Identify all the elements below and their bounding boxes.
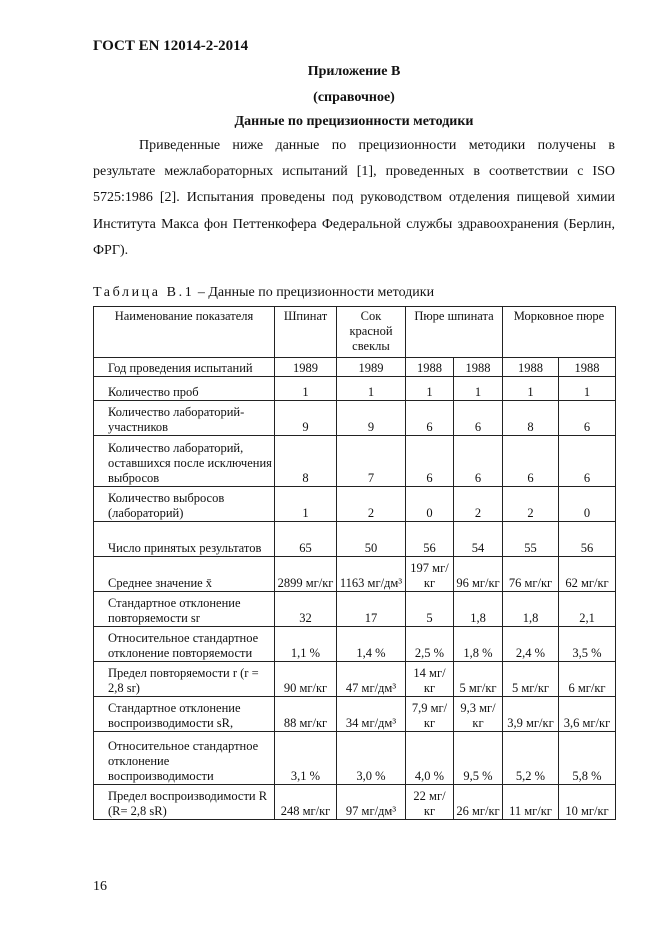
row-value: 1,8 %	[454, 627, 503, 662]
table-header-row	[94, 307, 616, 358]
row-value: 55	[503, 522, 559, 557]
precision-data-table	[93, 306, 616, 820]
row-value: 6	[406, 436, 454, 487]
row-value: 7,9 мг/кг	[406, 697, 454, 732]
row-value: 2	[454, 487, 503, 522]
row-value: 7	[337, 436, 406, 487]
row-value: 3,5 %	[559, 627, 616, 662]
row-value: 9	[275, 401, 337, 436]
row-value: 65	[275, 522, 337, 557]
row-value: 1	[337, 377, 406, 401]
row-value: 1988	[454, 358, 503, 377]
table-row	[94, 697, 616, 732]
table-row	[94, 732, 616, 785]
row-value: 5 мг/кг	[503, 662, 559, 697]
row-value: 1	[503, 377, 559, 401]
table-caption	[93, 285, 434, 301]
row-value: 9,5 %	[454, 732, 503, 785]
row-value: 6	[503, 436, 559, 487]
row-label: Количество лабораторий-участников	[94, 401, 275, 436]
row-value: 5 мг/кг	[454, 662, 503, 697]
table-row	[94, 592, 616, 627]
row-value: 1988	[559, 358, 616, 377]
intro-text: Приведенные ниже данные по прецизионности методики получены в результате межлабораторных испытаний [1], проведенных в соответствии с ISO 5725:1986 [2]. Испытания проведены под руководством отделения пищевой химии Института Макса фон Петтенкофера Федеральной службы здравоохранения (Берлин, ФРГ).	[93, 138, 615, 258]
row-value: 26 мг/кг	[454, 785, 503, 820]
row-label: Среднее значение x̄	[94, 557, 275, 592]
row-value: 1988	[406, 358, 454, 377]
page-number: 16	[93, 879, 107, 894]
row-value: 96 мг/кг	[454, 557, 503, 592]
row-value: 8	[503, 401, 559, 436]
row-value: 3,6 мг/кг	[559, 697, 616, 732]
table-row	[94, 487, 616, 522]
header-spinach-puree: Пюре шпината	[406, 307, 503, 358]
header-spinach: Шпинат	[275, 307, 337, 358]
row-label: Стандартное отклонение повторяемости sr	[94, 592, 275, 627]
row-value: 2,4 %	[503, 627, 559, 662]
intro-paragraph	[93, 133, 615, 264]
table-caption-label: Таблица В.1	[93, 285, 195, 300]
row-value: 2899 мг/кг	[275, 557, 337, 592]
row-value: 1	[275, 377, 337, 401]
row-value: 56	[406, 522, 454, 557]
appendix-subtitle: (справочное)	[313, 90, 395, 105]
table-row	[94, 662, 616, 697]
header-beet-juice: Сок красной свеклы	[337, 307, 406, 358]
row-value: 1163 мг/дм³	[337, 557, 406, 592]
row-value: 90 мг/кг	[275, 662, 337, 697]
table-row	[94, 785, 616, 820]
row-label: Количество лабораторий, оставшихся после исключения выбросов	[94, 436, 275, 487]
row-value: 76 мг/кг	[503, 557, 559, 592]
appendix-heading: Данные по прецизионности методики	[234, 114, 474, 129]
row-label: Число принятых результатов	[94, 522, 275, 557]
row-value: 10 мг/кг	[559, 785, 616, 820]
row-label: Количество выбросов (лабораторий)	[94, 487, 275, 522]
row-value: 1	[454, 377, 503, 401]
row-value: 14 мг/кг	[406, 662, 454, 697]
row-value: 5	[406, 592, 454, 627]
row-value: 32	[275, 592, 337, 627]
row-label: Предел воспроизводимости R (R= 2,8 sR)	[94, 785, 275, 820]
row-value: 62 мг/кг	[559, 557, 616, 592]
row-value: 50	[337, 522, 406, 557]
row-value: 6	[559, 401, 616, 436]
row-value: 2	[337, 487, 406, 522]
row-value: 9,3 мг/кг	[454, 697, 503, 732]
row-label: Год проведения испытаний	[94, 358, 275, 377]
row-value: 248 мг/кг	[275, 785, 337, 820]
row-value: 4,0 %	[406, 732, 454, 785]
row-value: 56	[559, 522, 616, 557]
row-value: 3,0 %	[337, 732, 406, 785]
header-carrot-puree: Морковное пюре	[503, 307, 616, 358]
row-value: 1,8	[454, 592, 503, 627]
table-caption-text: – Данные по прецизионности методики	[194, 285, 435, 300]
table-row	[94, 522, 616, 557]
row-value: 11 мг/кг	[503, 785, 559, 820]
row-value: 0	[559, 487, 616, 522]
row-value: 6	[406, 401, 454, 436]
row-value: 34 мг/дм³	[337, 697, 406, 732]
table-row	[94, 557, 616, 592]
row-value: 54	[454, 522, 503, 557]
row-value: 2,1	[559, 592, 616, 627]
row-value: 2,5 %	[406, 627, 454, 662]
table-row	[94, 401, 616, 436]
row-value: 0	[406, 487, 454, 522]
row-value: 5,2 %	[503, 732, 559, 785]
appendix-title: Приложение В	[307, 64, 401, 79]
row-value: 88 мг/кг	[275, 697, 337, 732]
row-value: 6	[454, 401, 503, 436]
row-value: 1,1 %	[275, 627, 337, 662]
row-value: 1	[275, 487, 337, 522]
row-value: 1989	[275, 358, 337, 377]
table-row	[94, 377, 616, 401]
row-value: 2	[503, 487, 559, 522]
row-value: 8	[275, 436, 337, 487]
row-label: Количество проб	[94, 377, 275, 401]
row-value: 5,8 %	[559, 732, 616, 785]
row-value: 6	[559, 436, 616, 487]
row-value: 9	[337, 401, 406, 436]
row-value: 22 мг/кг	[406, 785, 454, 820]
row-value: 1989	[337, 358, 406, 377]
row-value: 47 мг/дм³	[337, 662, 406, 697]
row-value: 1	[406, 377, 454, 401]
table-row	[94, 358, 616, 377]
row-label: Предел повторяемости r (r = 2,8 sr)	[94, 662, 275, 697]
table-row	[94, 436, 616, 487]
table-row	[94, 627, 616, 662]
row-value: 1,8	[503, 592, 559, 627]
row-value: 17	[337, 592, 406, 627]
row-label: Относительное стандартное отклонение воспроизводимости	[94, 732, 275, 785]
document-code: ГОСТ EN 12014-2-2014	[93, 38, 249, 54]
row-value: 3,1 %	[275, 732, 337, 785]
row-value: 6	[454, 436, 503, 487]
row-value: 197 мг/кг	[406, 557, 454, 592]
row-value: 97 мг/дм³	[337, 785, 406, 820]
row-label: Стандартное отклонение воспроизводимости sR,	[94, 697, 275, 732]
row-label: Относительное стандартное отклонение повторяемости	[94, 627, 275, 662]
row-value: 1	[559, 377, 616, 401]
row-value: 1,4 %	[337, 627, 406, 662]
row-value: 6 мг/кг	[559, 662, 616, 697]
header-name: Наименование показателя	[94, 307, 275, 358]
row-value: 1988	[503, 358, 559, 377]
row-value: 3,9 мг/кг	[503, 697, 559, 732]
